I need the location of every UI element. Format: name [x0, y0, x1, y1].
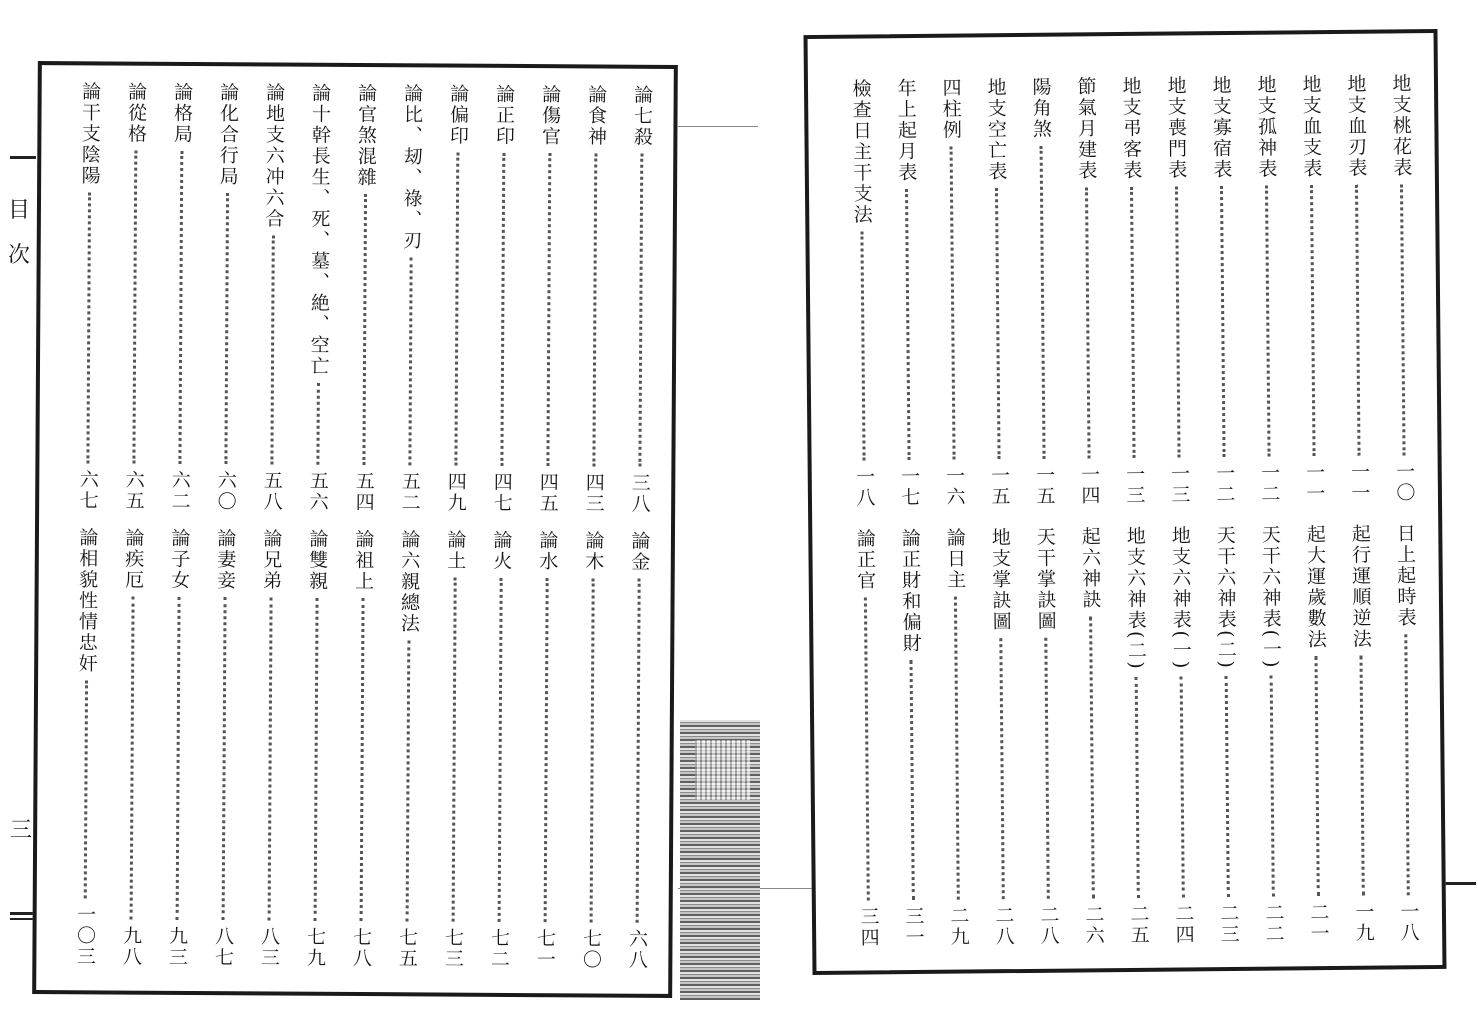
toc-entry-page: 一八 — [1397, 901, 1420, 944]
toc-leader-dots — [1039, 146, 1045, 459]
toc-leader-dots — [451, 578, 456, 922]
toc-entry-page: 二二 — [1262, 902, 1285, 945]
toc-entry — [1159, 75, 1195, 505]
toc-entry — [71, 81, 106, 511]
toc-leader-dots — [1089, 616, 1095, 898]
toc-entry-title: 論妻妾 — [214, 528, 237, 592]
toc-entry — [1118, 526, 1154, 946]
toc-entry — [163, 82, 198, 512]
toc-entry — [623, 85, 658, 515]
toc-entry — [255, 82, 290, 512]
margin-rule-top — [10, 156, 36, 159]
toc-entry-page: 四九 — [444, 471, 467, 514]
toc-entry-page: 一八 — [853, 466, 876, 509]
toc-entry-page: 一〇三 — [73, 904, 97, 968]
toc-entry-page: 一七 — [898, 465, 921, 509]
toc-entry — [1388, 523, 1424, 943]
toc-entry-page: 一五 — [1033, 464, 1056, 507]
toc-entry-title: 地支弔客表 — [1119, 75, 1143, 182]
toc-entry-page: 四七 — [490, 471, 513, 514]
toc-entry — [68, 527, 103, 967]
toc-entry — [209, 82, 244, 512]
toc-entry-page: 一二 — [1213, 462, 1236, 506]
toc-leader-dots — [904, 189, 910, 460]
toc-entry-title: 論相貌性情忠奸 — [75, 527, 99, 675]
toc-entry-page: 二六 — [1082, 904, 1105, 947]
toc-leader-dots — [86, 192, 91, 463]
toc-entry — [1028, 527, 1064, 947]
toc-entry-title: 論火 — [490, 529, 513, 572]
toc-entry-title: 地支喪門表 — [1164, 75, 1188, 181]
toc-entry — [1163, 525, 1199, 945]
toc-entry-page: 二五 — [1127, 903, 1150, 946]
toc-entry-title: 論土 — [444, 529, 467, 572]
toc-entry-page: 六二 — [168, 469, 191, 512]
toc-leader-dots — [1174, 186, 1180, 457]
toc-entry-title: 年上起月表 — [894, 77, 918, 184]
toc-entry-page: 七一 — [533, 928, 557, 971]
toc-leader-dots — [221, 597, 226, 920]
toc-leader-dots — [1044, 638, 1050, 899]
toc-entry-title: 日上起時表 — [1393, 523, 1417, 629]
toc-entry-page: 四三 — [582, 472, 605, 515]
toc-entry-title: 起六神訣 — [1078, 526, 1102, 611]
toc-entry — [844, 78, 880, 508]
toc-entry — [1339, 74, 1375, 504]
toc-entry — [938, 527, 974, 947]
toc-entry-page: 七三 — [441, 927, 465, 970]
toc-entry — [893, 528, 929, 948]
toc-entry — [620, 531, 655, 971]
toc-entry — [531, 84, 566, 514]
toc-leader-dots — [313, 598, 318, 921]
toc-leader-dots — [359, 598, 364, 921]
toc-entry-title: 論正官 — [853, 528, 877, 592]
toc-entry — [485, 84, 520, 514]
toc-entry-title: 天干六神表(一) — [1258, 524, 1283, 670]
toc-leader-dots — [270, 235, 274, 464]
toc-entry-page: 三一 — [902, 905, 925, 949]
toc-entry-page: 二八 — [1037, 904, 1060, 947]
toc-entry-page: 五六 — [306, 470, 329, 513]
toc-leader-dots — [408, 257, 412, 465]
toc-entry — [117, 82, 152, 512]
toc-entry-title: 天干掌訣圖 — [1033, 526, 1057, 632]
toc-entry — [889, 78, 925, 508]
toc-entry-page: 一二 — [1258, 462, 1281, 505]
toc-entry — [344, 529, 379, 969]
toc-leader-dots — [994, 188, 1000, 459]
toc-entry — [1384, 73, 1420, 503]
toc-entry-title: 起大運歲數法 — [1303, 524, 1327, 651]
toc-entry-page: 二四 — [1172, 903, 1195, 946]
toc-entry — [436, 530, 471, 970]
toc-leader-dots — [909, 660, 914, 900]
toc-entry — [979, 77, 1015, 507]
toc-leader-dots — [863, 597, 869, 900]
toc-entry-title: 地支寡宿表 — [1209, 74, 1233, 181]
toc-entry-title: 地支掌訣圖 — [988, 527, 1012, 633]
toc-entry-title: 論正財和偏財 — [898, 527, 922, 655]
toc-entry-title: 檢查日主干支法 — [849, 78, 873, 226]
toc-entry-page: 六五 — [122, 469, 145, 512]
toc-entry — [577, 84, 612, 514]
toc-entry — [1114, 76, 1150, 506]
toc-leader-dots — [132, 151, 137, 464]
toc-leader-dots — [860, 232, 865, 461]
toc-entry-title: 論地支六冲六合 — [262, 82, 286, 230]
toc-entry — [1069, 76, 1105, 506]
toc-entry-page: 八三 — [257, 926, 281, 969]
toc-leader-dots — [1399, 184, 1405, 455]
toc-entry-title: 起行運順逆法 — [1348, 523, 1372, 650]
toc-leader-dots — [1179, 676, 1184, 897]
toc-entry-page: 一九 — [1352, 901, 1375, 944]
toc-leader-dots — [454, 153, 459, 466]
toc-entry-title: 論雙親 — [306, 528, 329, 592]
toc-entry-title: 論傷官 — [538, 84, 562, 148]
toc-leader-dots — [1314, 656, 1319, 896]
toc-leader-dots — [1404, 634, 1410, 895]
toc-leader-dots — [949, 147, 955, 460]
toc-entry — [439, 84, 474, 514]
toc-entry-page: 一一 — [1348, 461, 1371, 504]
toc-entry-page: 五四 — [352, 470, 375, 514]
toc-entry — [528, 530, 563, 970]
toc-entry-page: 一一 — [1303, 462, 1326, 505]
toc-leader-dots — [1224, 676, 1229, 897]
toc-entry-title: 論偏印 — [446, 83, 470, 147]
toc-entry-title: 論祖上 — [352, 528, 375, 593]
toc-entry — [114, 528, 149, 968]
toc-entry — [301, 83, 336, 513]
toc-entry — [1073, 526, 1109, 946]
toc-entry-title: 四柱例 — [939, 77, 963, 141]
toc-entry-title: 論水 — [536, 530, 559, 573]
toc-leader-dots — [592, 153, 597, 466]
right-toc-page — [804, 29, 1447, 975]
toc-leader-dots — [1084, 187, 1090, 458]
toc-entry-page: 二八 — [992, 905, 1015, 948]
toc-entry-page: 三八 — [628, 472, 651, 515]
toc-entry — [206, 528, 241, 968]
toc-entry-title: 陽角煞 — [1029, 76, 1053, 140]
toc-entry-title: 論七殺 — [630, 84, 654, 148]
toc-entry-title: 論食神 — [584, 84, 608, 148]
toc-entry-title: 論化合行局 — [216, 82, 240, 188]
toc-entry — [252, 528, 287, 968]
toc-leader-dots — [1354, 185, 1360, 456]
toc-entry — [1298, 524, 1334, 944]
scan-artifact-light — [695, 740, 750, 800]
toc-entry-page: 一三 — [1168, 463, 1191, 506]
toc-entry — [1343, 524, 1379, 944]
toc-entry — [1208, 525, 1244, 945]
toc-entry-title: 論比、刼、祿、刃 — [400, 83, 424, 252]
toc-entry-page: 一五 — [988, 465, 1011, 508]
toc-entry-title: 論正印 — [492, 83, 516, 147]
toc-entry-title: 天干六神表(二) — [1213, 524, 1238, 670]
toc-leader-dots — [953, 597, 959, 900]
toc-entry-page: 一六 — [943, 465, 966, 508]
toc-leader-dots — [1309, 185, 1315, 456]
toc-entry-page: 七〇 — [579, 928, 603, 971]
toc-entry — [1294, 74, 1330, 504]
toc-entry-page: 五二 — [398, 471, 421, 514]
toc-entry — [983, 527, 1019, 947]
toc-entry-page: 六八 — [625, 928, 649, 971]
toc-entry-title: 論金 — [628, 530, 651, 573]
toc-entry-page: 七五 — [395, 927, 419, 970]
toc-leader-dots — [1269, 675, 1274, 896]
toc-leader-dots — [1219, 186, 1225, 457]
toc-entry — [393, 83, 428, 513]
toc-entry — [574, 530, 609, 970]
toc-entry-title: 地支空亡表 — [984, 77, 1008, 183]
toc-entry-page: 一〇 — [1393, 461, 1416, 504]
toc-entry-title: 論十幹長生、死、墓、絶、空亡 — [307, 82, 332, 377]
toc-leader-dots — [543, 578, 548, 922]
toc-entry-title: 論兄弟 — [260, 528, 283, 592]
toc-entry-page: 三四 — [857, 906, 880, 949]
toc-entry-page: 六七 — [76, 469, 99, 512]
toc-entry-page: 二九 — [947, 905, 970, 948]
toc-entry — [1253, 524, 1289, 944]
toc-entry-page: 四五 — [536, 472, 559, 515]
toc-entry-title: 論格局 — [170, 81, 194, 146]
toc-entry-page: 七八 — [349, 926, 373, 970]
toc-entry-title: 論子女 — [168, 527, 191, 591]
gutter-line-top — [678, 126, 758, 127]
left-toc-page — [32, 61, 678, 998]
toc-entry — [1204, 75, 1240, 505]
toc-entry-title: 論干支陰陽 — [78, 81, 102, 187]
margin-mark-top: 目 — [8, 198, 31, 223]
toc-entry-page: 七九 — [303, 926, 327, 969]
toc-entry-page: 八七 — [211, 926, 235, 969]
toc-leader-dots — [589, 578, 594, 922]
toc-entry-title: 地支血刃表 — [1344, 73, 1368, 179]
toc-entry-page: 二三 — [1217, 902, 1240, 946]
toc-entry-page: 六〇 — [214, 470, 237, 513]
toc-leader-dots — [1264, 186, 1270, 457]
toc-leader-dots — [638, 154, 643, 467]
toc-entry-title: 地支孤神表 — [1254, 74, 1278, 180]
toc-leader-dots — [500, 153, 505, 466]
toc-leader-dots — [316, 383, 320, 465]
toc-entry-title: 節氣月建表 — [1074, 76, 1098, 182]
toc-entry-page: 五八 — [260, 470, 283, 513]
toc-leader-dots — [178, 151, 183, 464]
toc-entry — [482, 530, 517, 970]
toc-leader-dots — [497, 578, 502, 922]
toc-entry-page: 九八 — [119, 925, 143, 968]
toc-entry-title: 地支六神表(一) — [1168, 525, 1193, 671]
page-number: 三 — [10, 818, 33, 843]
toc-entry-title: 論從格 — [124, 81, 148, 145]
toc-leader-dots — [635, 579, 640, 923]
toc-entry-page: 一三 — [1123, 463, 1146, 507]
toc-entry-title: 論六親總法 — [397, 529, 421, 635]
toc-entry — [934, 78, 970, 508]
toc-entry — [160, 528, 195, 968]
toc-entry-title: 地支血支表 — [1299, 74, 1323, 180]
toc-leader-dots — [224, 193, 229, 464]
toc-entry-title: 論木 — [582, 530, 605, 573]
toc-entry — [1024, 77, 1060, 507]
toc-entry-page: 九三 — [165, 925, 189, 968]
toc-leader-dots — [1134, 677, 1139, 898]
toc-entry — [298, 529, 333, 969]
toc-leader-dots — [362, 194, 367, 465]
toc-leader-dots — [83, 680, 87, 898]
toc-entry-title: 地支六神表(二) — [1123, 525, 1148, 671]
toc-leader-dots — [1359, 656, 1364, 896]
toc-leader-dots — [1129, 187, 1135, 458]
toc-entry — [347, 83, 382, 513]
toc-leader-dots — [175, 597, 180, 920]
toc-entry-page: 二一 — [1307, 902, 1330, 945]
toc-entry — [390, 529, 425, 969]
toc-leader-dots — [405, 640, 410, 921]
toc-leader-dots — [129, 597, 134, 920]
margin-mark-middle: 次 — [8, 243, 31, 268]
toc-entry-page: 一四 — [1078, 464, 1101, 507]
toc-entry-title: 論官煞混雜 — [354, 82, 378, 189]
toc-entry-title: 地支桃花表 — [1389, 73, 1413, 179]
toc-leader-dots — [267, 597, 272, 920]
toc-entry-page: 七二 — [487, 927, 511, 970]
toc-entry-title: 論日主 — [943, 527, 967, 591]
toc-leader-dots — [999, 638, 1005, 899]
toc-entry — [1249, 74, 1285, 504]
toc-entry — [848, 528, 884, 948]
toc-leader-dots — [546, 153, 551, 466]
toc-entry-title: 論疾厄 — [122, 527, 145, 591]
